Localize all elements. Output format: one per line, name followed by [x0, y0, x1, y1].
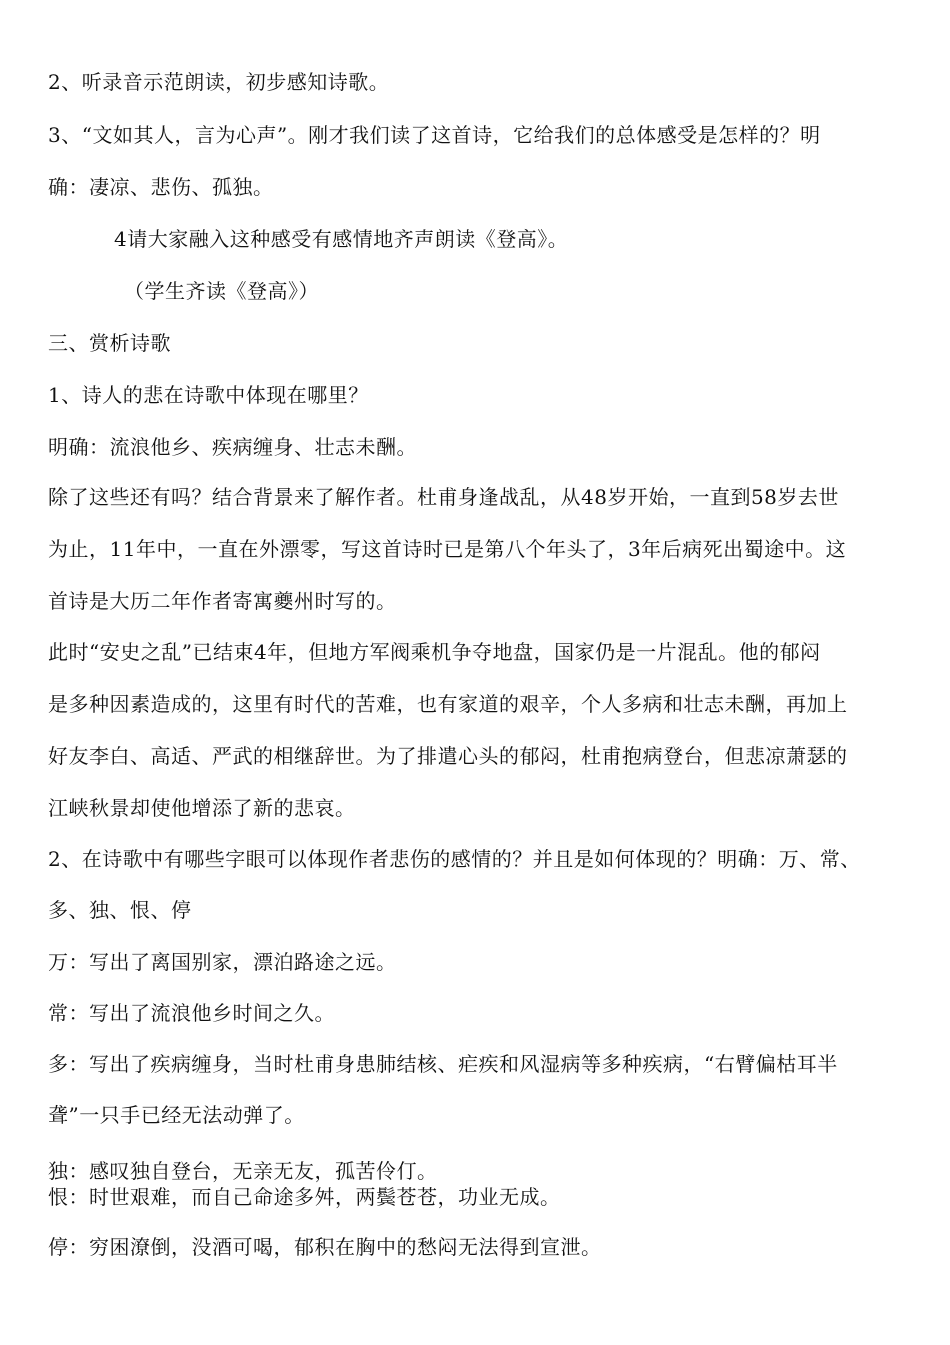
question-2-line-1: 2、在诗歌中有哪些字眼可以体现作者悲伤的感情的？并且是如何体现的？明确：万、常、: [48, 847, 861, 871]
keyword-duo-line-1: 多：写出了疾病缠身，当时杜甫身患肺结核、疟疾和风湿病等多种疾病，“右臂偏枯耳半: [48, 1052, 838, 1076]
student-reading-note: （学生齐读《登高》）: [124, 279, 319, 303]
keyword-du: 独：感叹独自登台，无亲无友，孤苦伶仃。: [48, 1159, 438, 1183]
context-line-3: 好友李白、高适、严武的相继辞世。为了排遣心头的郁闷，杜甫抱病登台，但悲凉萧瑟的: [48, 744, 848, 768]
question-2-line-2: 多、独、恨、停: [48, 898, 192, 922]
step-3-line-1: 3、“文如其人，言为心声”。刚才我们读了这首诗，它给我们的总体感受是怎样的？明: [48, 123, 821, 147]
step-4-line: 4请大家融入这种感受有感情地齐声朗读《登高》。: [114, 227, 569, 251]
context-line-2: 是多种因素造成的，这里有时代的苦难，也有家道的艰辛，个人多病和壮志未酬，再加上: [48, 692, 848, 716]
background-line-2: 为止，11年中，一直在外漂零，写这首诗时已是第八个年头了，3年后病死出蜀途中。这: [48, 537, 847, 561]
background-line-3: 首诗是大历二年作者寄寓夔州时写的。: [48, 589, 397, 613]
keyword-chang: 常：写出了流浪他乡时间之久。: [48, 1001, 335, 1025]
context-line-1: 此时“安史之乱”已结束4年，但地方军阀乘机争夺地盘，国家仍是一片混乱。他的郁闷: [48, 640, 821, 664]
context-line-4: 江峡秋景却使他增添了新的悲哀。: [48, 796, 356, 820]
keyword-hen: 恨：时世艰难，而自己命途多舛，两鬓苍苍，功业无成。: [48, 1185, 561, 1209]
keyword-ting: 停：穷困潦倒，没酒可喝，郁积在胸中的愁闷无法得到宣泄。: [48, 1235, 602, 1259]
step-3-line-2: 确：凄凉、悲伤、孤独。: [48, 175, 274, 199]
question-1: 1、诗人的悲在诗歌中体现在哪里？: [48, 383, 369, 407]
section-heading: 三、赏析诗歌: [48, 331, 171, 355]
answer-1: 明确：流浪他乡、疾病缠身、壮志未酬。: [48, 435, 417, 459]
step-2-line: 2、听录音示范朗读，初步感知诗歌。: [48, 70, 390, 94]
keyword-wan: 万：写出了离国别家，漂泊路途之远。: [48, 950, 397, 974]
background-line-1: 除了这些还有吗？结合背景来了解作者。杜甫身逢战乱，从48岁开始，一直到58岁去世: [48, 485, 839, 509]
keyword-duo-line-2: 聋”一只手已经无法动弹了。: [48, 1103, 305, 1127]
